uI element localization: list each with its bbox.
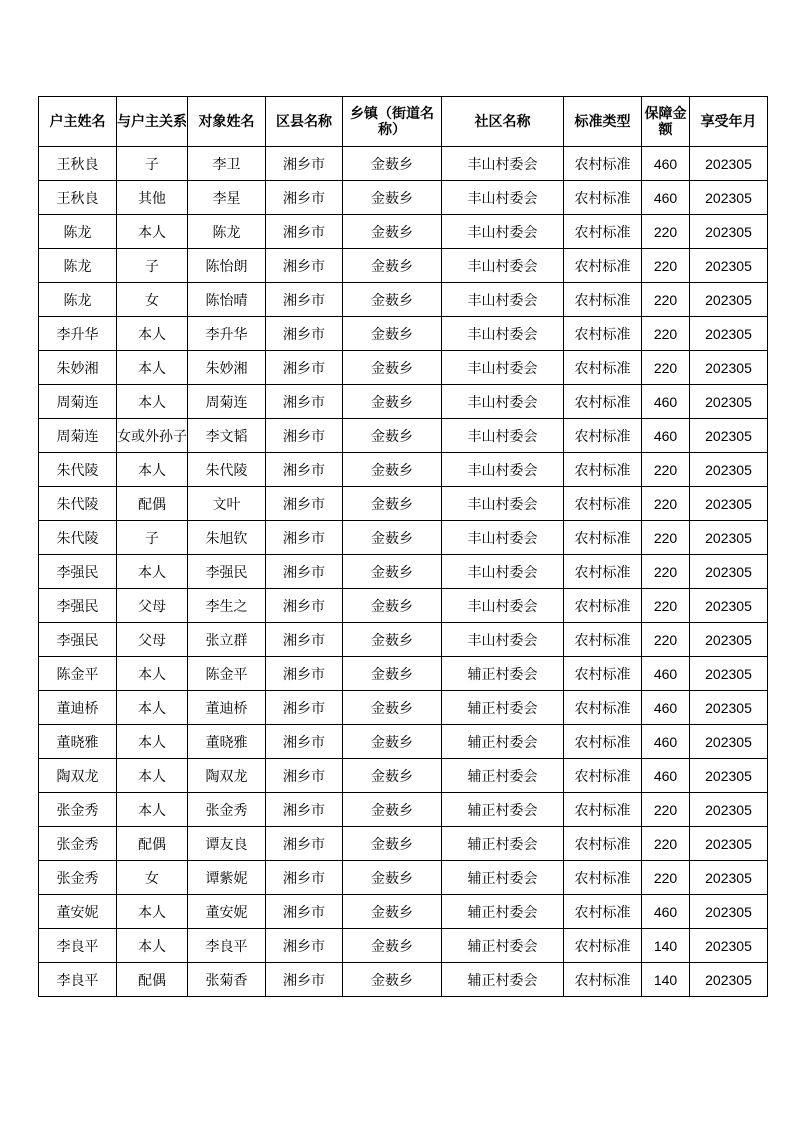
table-cell: 140 [642,929,690,963]
table-cell: 202305 [690,555,768,589]
table-cell: 金薮乡 [343,725,442,759]
table-cell: 农村标准 [564,419,642,453]
table-cell: 其他 [117,181,188,215]
table-cell: 周菊连 [39,419,117,453]
table-cell: 220 [642,317,690,351]
table-body [39,147,768,997]
table-row [39,147,768,181]
table-cell: 202305 [690,181,768,215]
table-row [39,929,768,963]
table-cell: 460 [642,895,690,929]
table-cell: 农村标准 [564,657,642,691]
table-cell: 202305 [690,283,768,317]
table-cell: 丰山村委会 [442,283,564,317]
table-cell: 湘乡市 [266,691,343,725]
table-cell: 朱代陵 [39,521,117,555]
table-cell: 202305 [690,487,768,521]
table-cell: 金薮乡 [343,521,442,555]
table-cell: 湘乡市 [266,827,343,861]
table-cell: 张金秀 [39,861,117,895]
table-cell: 农村标准 [564,623,642,657]
table-cell: 辅正村委会 [442,759,564,793]
table-cell: 李强民 [39,555,117,589]
table-cell: 湘乡市 [266,963,343,997]
table-cell: 金薮乡 [343,351,442,385]
table-cell: 陈龙 [39,283,117,317]
table-cell: 陈怡晴 [188,283,266,317]
table-cell: 本人 [117,691,188,725]
table-cell: 220 [642,283,690,317]
table-cell: 460 [642,759,690,793]
table-cell: 金薮乡 [343,691,442,725]
table-cell: 丰山村委会 [442,623,564,657]
table-row [39,181,768,215]
table-cell: 农村标准 [564,827,642,861]
table-cell: 金薮乡 [343,147,442,181]
table-cell: 李良平 [39,929,117,963]
table-cell: 丰山村委会 [442,181,564,215]
table-cell: 220 [642,861,690,895]
table-cell: 父母 [117,589,188,623]
table-cell: 金薮乡 [343,759,442,793]
table-cell: 湘乡市 [266,283,343,317]
table-cell: 湘乡市 [266,487,343,521]
table-cell: 张金秀 [39,827,117,861]
column-header: 户主姓名 [39,97,117,147]
table-cell: 农村标准 [564,249,642,283]
table-cell: 李升华 [188,317,266,351]
table-cell: 李文韬 [188,419,266,453]
table-row [39,895,768,929]
table-cell: 202305 [690,351,768,385]
table-cell: 220 [642,487,690,521]
table-row [39,725,768,759]
table-cell: 朱妙湘 [39,351,117,385]
table-cell: 湘乡市 [266,555,343,589]
table-cell: 460 [642,385,690,419]
table-cell: 金薮乡 [343,963,442,997]
table-cell: 本人 [117,351,188,385]
table-cell: 本人 [117,929,188,963]
table-cell: 陈怡朗 [188,249,266,283]
table-cell: 本人 [117,895,188,929]
table-cell: 农村标准 [564,589,642,623]
table-cell: 朱代陵 [188,453,266,487]
table-cell: 湘乡市 [266,759,343,793]
table-cell: 金薮乡 [343,793,442,827]
table-cell: 董迪桥 [188,691,266,725]
table-cell: 谭友良 [188,827,266,861]
table-cell: 金薮乡 [343,555,442,589]
table-cell: 本人 [117,657,188,691]
table-cell: 202305 [690,419,768,453]
table-cell: 丰山村委会 [442,249,564,283]
table-row [39,861,768,895]
table-cell: 陈龙 [39,249,117,283]
table-cell: 本人 [117,215,188,249]
table-cell: 丰山村委会 [442,351,564,385]
table-cell: 220 [642,521,690,555]
table-cell: 陈金平 [188,657,266,691]
table-cell: 202305 [690,929,768,963]
table-cell: 金薮乡 [343,895,442,929]
table-cell: 本人 [117,555,188,589]
table-cell: 董安妮 [39,895,117,929]
table-row [39,317,768,351]
table-row [39,215,768,249]
table-cell: 460 [642,657,690,691]
table-cell: 220 [642,215,690,249]
column-header: 享受年月 [690,97,768,147]
table-cell: 202305 [690,963,768,997]
table-cell: 202305 [690,453,768,487]
table-cell: 丰山村委会 [442,589,564,623]
table-cell: 460 [642,691,690,725]
table-row [39,453,768,487]
table-cell: 湘乡市 [266,929,343,963]
table-cell: 陶双龙 [188,759,266,793]
table-header [39,97,768,147]
table-cell: 220 [642,623,690,657]
table-cell: 董晓雅 [188,725,266,759]
table-cell: 农村标准 [564,793,642,827]
table-cell: 金薮乡 [343,419,442,453]
table-row [39,759,768,793]
table-cell: 陈金平 [39,657,117,691]
table-cell: 金薮乡 [343,827,442,861]
table-cell: 金薮乡 [343,249,442,283]
table-cell: 202305 [690,147,768,181]
table-cell: 湘乡市 [266,657,343,691]
table-cell: 460 [642,181,690,215]
table-cell: 王秋良 [39,181,117,215]
table-cell: 配偶 [117,827,188,861]
table-cell: 本人 [117,793,188,827]
table-cell: 朱妙湘 [188,351,266,385]
table-cell: 农村标准 [564,351,642,385]
table-cell: 湘乡市 [266,861,343,895]
table-cell: 金薮乡 [343,283,442,317]
table-cell: 农村标准 [564,725,642,759]
table-cell: 金薮乡 [343,589,442,623]
table-row [39,827,768,861]
table-cell: 本人 [117,385,188,419]
column-header: 与户主关系 [117,97,188,147]
table-cell: 湘乡市 [266,453,343,487]
table-cell: 农村标准 [564,963,642,997]
table-row [39,555,768,589]
table-cell: 220 [642,589,690,623]
table-cell: 湘乡市 [266,623,343,657]
table-cell: 202305 [690,215,768,249]
table-cell: 丰山村委会 [442,317,564,351]
table-cell: 农村标准 [564,317,642,351]
table-cell: 202305 [690,861,768,895]
table-cell: 湘乡市 [266,793,343,827]
table-cell: 丰山村委会 [442,419,564,453]
table-cell: 湘乡市 [266,521,343,555]
table-cell: 农村标准 [564,555,642,589]
table-cell: 丰山村委会 [442,487,564,521]
table-cell: 140 [642,963,690,997]
table-cell: 李升华 [39,317,117,351]
table-cell: 丰山村委会 [442,521,564,555]
table-cell: 辅正村委会 [442,725,564,759]
column-header: 乡镇（街道名称） [343,97,442,147]
table-cell: 女或外孙子 [117,419,188,453]
table-cell: 女 [117,283,188,317]
table-row [39,487,768,521]
table-cell: 202305 [690,385,768,419]
table-cell: 子 [117,521,188,555]
table-cell: 金薮乡 [343,215,442,249]
table-cell: 本人 [117,453,188,487]
table-cell: 农村标准 [564,147,642,181]
column-header: 社区名称 [442,97,564,147]
table-cell: 湘乡市 [266,181,343,215]
table-cell: 202305 [690,623,768,657]
table-cell: 202305 [690,657,768,691]
table-cell: 张立群 [188,623,266,657]
table-row [39,623,768,657]
table-cell: 农村标准 [564,283,642,317]
table-cell: 朱代陵 [39,453,117,487]
table-cell: 220 [642,827,690,861]
table-cell: 湘乡市 [266,419,343,453]
table-cell: 金薮乡 [343,929,442,963]
table-cell: 湘乡市 [266,895,343,929]
table-cell: 丰山村委会 [442,453,564,487]
table-row [39,657,768,691]
table-cell: 本人 [117,317,188,351]
table-cell: 460 [642,725,690,759]
table-cell: 朱代陵 [39,487,117,521]
table-cell: 李生之 [188,589,266,623]
table-cell: 202305 [690,521,768,555]
table-cell: 湘乡市 [266,147,343,181]
table-cell: 湘乡市 [266,385,343,419]
table-cell: 辅正村委会 [442,827,564,861]
table-cell: 辅正村委会 [442,963,564,997]
table-cell: 本人 [117,725,188,759]
table-cell: 农村标准 [564,385,642,419]
table-cell: 202305 [690,827,768,861]
table-cell: 农村标准 [564,759,642,793]
table-cell: 陈龙 [188,215,266,249]
table-cell: 丰山村委会 [442,555,564,589]
table-cell: 202305 [690,725,768,759]
table-cell: 丰山村委会 [442,147,564,181]
table-row [39,589,768,623]
table-cell: 湘乡市 [266,215,343,249]
table-cell: 202305 [690,759,768,793]
table-cell: 湘乡市 [266,351,343,385]
column-header: 区县名称 [266,97,343,147]
table-cell: 202305 [690,589,768,623]
table-cell: 农村标准 [564,215,642,249]
table-cell: 金薮乡 [343,317,442,351]
table-cell: 220 [642,351,690,385]
table-cell: 202305 [690,317,768,351]
table-cell: 张菊香 [188,963,266,997]
table-cell: 丰山村委会 [442,215,564,249]
table-cell: 辅正村委会 [442,657,564,691]
table-cell: 李良平 [39,963,117,997]
table-cell: 子 [117,147,188,181]
table-cell: 周菊连 [188,385,266,419]
table-cell: 金薮乡 [343,861,442,895]
table-cell: 农村标准 [564,861,642,895]
table-cell: 辅正村委会 [442,691,564,725]
table-row [39,283,768,317]
table-cell: 李强民 [39,623,117,657]
table-cell: 农村标准 [564,691,642,725]
table-cell: 202305 [690,249,768,283]
table-cell: 谭紫妮 [188,861,266,895]
table-cell: 湘乡市 [266,249,343,283]
table-row [39,249,768,283]
table-row [39,793,768,827]
table-row [39,521,768,555]
table-cell: 辅正村委会 [442,895,564,929]
table-cell: 李良平 [188,929,266,963]
table-cell: 陈龙 [39,215,117,249]
table-cell: 农村标准 [564,929,642,963]
table-cell: 220 [642,249,690,283]
table-row [39,351,768,385]
table-row [39,691,768,725]
table-cell: 金薮乡 [343,453,442,487]
table-row [39,963,768,997]
table-cell: 张金秀 [188,793,266,827]
table-cell: 农村标准 [564,453,642,487]
table-cell: 220 [642,793,690,827]
table-cell: 湘乡市 [266,725,343,759]
table-cell: 金薮乡 [343,623,442,657]
table-cell: 配偶 [117,963,188,997]
table-cell: 丰山村委会 [442,385,564,419]
table-cell: 202305 [690,793,768,827]
table-cell: 金薮乡 [343,487,442,521]
table-cell: 202305 [690,895,768,929]
table-cell: 董迪桥 [39,691,117,725]
table-cell: 张金秀 [39,793,117,827]
column-header: 对象姓名 [188,97,266,147]
table-cell: 李卫 [188,147,266,181]
table-cell: 本人 [117,759,188,793]
table-row [39,385,768,419]
table-cell: 农村标准 [564,895,642,929]
table-cell: 湘乡市 [266,589,343,623]
table-cell: 农村标准 [564,181,642,215]
table-cell: 文叶 [188,487,266,521]
table-cell: 周菊连 [39,385,117,419]
table-cell: 220 [642,453,690,487]
table-cell: 李强民 [188,555,266,589]
table-cell: 配偶 [117,487,188,521]
table-cell: 父母 [117,623,188,657]
table-cell: 220 [642,555,690,589]
table-cell: 202305 [690,691,768,725]
table-cell: 460 [642,419,690,453]
table-cell: 460 [642,147,690,181]
table-cell: 湘乡市 [266,317,343,351]
table-cell: 李星 [188,181,266,215]
table-cell: 金薮乡 [343,657,442,691]
table-cell: 董安妮 [188,895,266,929]
table-cell: 董晓雅 [39,725,117,759]
table-cell: 陶双龙 [39,759,117,793]
table-cell: 农村标准 [564,521,642,555]
table-cell: 辅正村委会 [442,793,564,827]
table-cell: 金薮乡 [343,385,442,419]
table-cell: 王秋良 [39,147,117,181]
table-cell: 辅正村委会 [442,929,564,963]
table-cell: 农村标准 [564,487,642,521]
relief-table [38,96,768,997]
column-header: 保障金额 [642,97,690,147]
table-cell: 辅正村委会 [442,861,564,895]
table-cell: 女 [117,861,188,895]
table-cell: 李强民 [39,589,117,623]
table-cell: 子 [117,249,188,283]
column-header: 标准类型 [564,97,642,147]
table-cell: 金薮乡 [343,181,442,215]
table-row [39,419,768,453]
table-cell: 朱旭钦 [188,521,266,555]
